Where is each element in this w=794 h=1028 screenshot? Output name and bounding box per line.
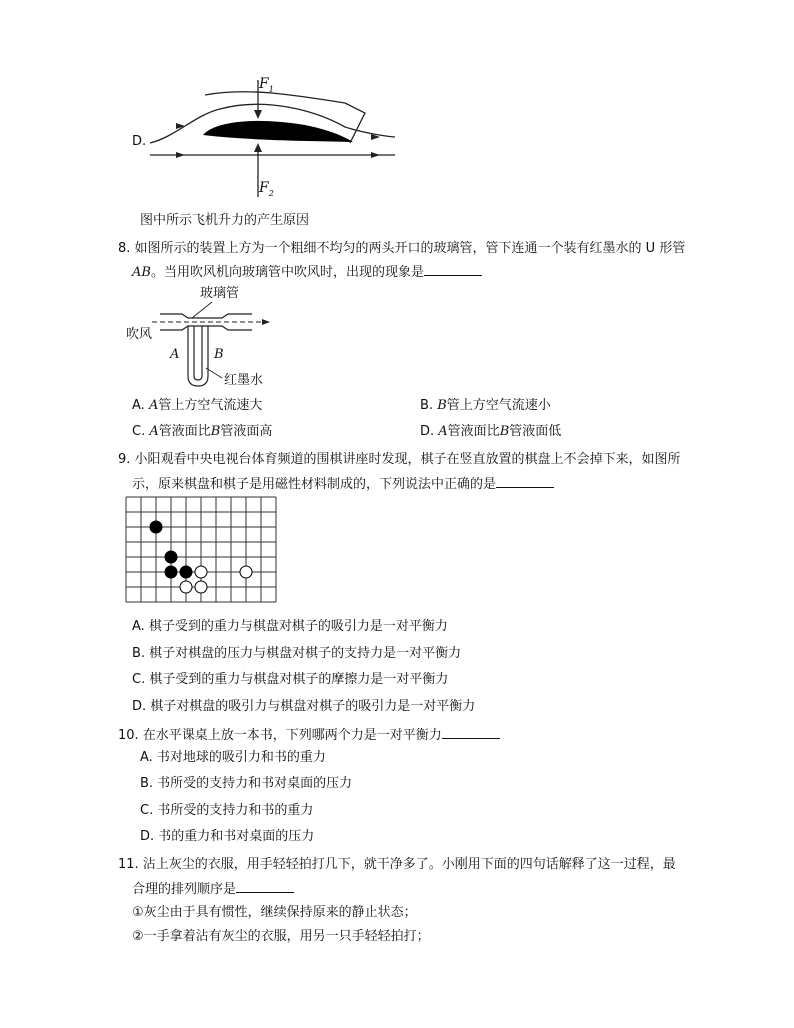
answer-blank [424,263,482,276]
q9-stem-line2: 示，原来棋盘和棋子是用磁性材料制成的，下列说法中正确的是 [132,475,554,493]
option-label-d: D. [132,134,147,149]
q11-stem-line2: 合理的排列顺序是 [132,880,294,898]
force-label-f1: $F_1$ [259,76,274,94]
q8-option-d: D. A管液面比B管液面低 [420,424,562,439]
answer-blank [236,880,294,893]
q10-option-c: C. 书所受的支持力和书的重力 [140,803,314,818]
force-label-f2: $F_2$ [259,180,274,198]
airfoil-lift-figure [145,75,425,205]
q9-option-d: D. 棋子对棋盘的吸引力与棋盘对棋子的吸引力是一对平衡力 [132,699,476,714]
answer-blank [442,726,500,739]
black-stone [165,566,177,578]
black-stone [180,566,192,578]
q11-item-1: ①灰尘由于具有惯性，继续保持原来的静止状态； [132,905,417,920]
q8-stem-line2: AB。当用吹风机向玻璃管中吹风时，出现的现象是 [132,263,482,281]
white-stone [240,566,252,578]
airfoil-shape [203,121,353,142]
q10-option-a: A. 书对地球的吸引力和书的重力 [140,750,326,765]
white-stone [195,566,207,578]
label-glass-tube: 玻璃管 [200,286,240,301]
white-stone [180,581,192,593]
figure-caption: 图中所示飞机升力的产生原因 [140,213,310,228]
label-tube-b: B [214,347,224,362]
q8-option-c: C. A管液面比B管液面高 [132,424,273,439]
q10-option-b: B. 书所受的支持力和书对桌面的压力 [140,776,353,791]
q8-option-a: A. A管上方空气流速大 [132,398,263,413]
q10-option-d: D. 书的重力和书对桌面的压力 [140,829,315,844]
q11-item-2: ②一手拿着沾有灰尘的衣服，用另一只手轻轻拍打； [132,929,430,944]
label-blow: 吹风 [126,327,153,342]
q9-option-a: A. 棋子受到的重力与棋盘对棋子的吸引力是一对平衡力 [132,619,448,634]
label-tube-a: A [170,347,180,362]
answer-blank [496,475,554,488]
white-stone [195,581,207,593]
go-board [125,496,277,611]
q9-option-c: C. 棋子受到的重力与棋盘对棋子的摩擦力是一对平衡力 [132,672,449,687]
q11-stem-line1: 11. 沾上灰尘的衣服，用手轻轻拍打几下，就干净多了。小刚用下面的四句话解释了这一过程，最 [118,857,676,872]
black-stone [165,551,177,563]
q8-option-b: B. B管上方空气流速小 [420,398,551,413]
black-stone [150,521,162,533]
label-red-ink: 红墨水 [224,373,264,388]
q9-stem-line1: 9. 小阳观看中央电视台体育频道的围棋讲座时发现，棋子在竖直放置的棋盘上不会掉下来，如图所 [118,452,681,467]
q10-stem: 10. 在水平课桌上放一本书，下列哪两个力是一对平衡力 [118,726,500,744]
q8-stem-line1: 8. 如图所示的装置上方为一个粗细不均匀的两头开口的玻璃管，管下连通一个装有红墨水的 U 形管 [118,241,686,256]
q9-option-b: B. 棋子对棋盘的压力与棋盘对棋子的支持力是一对平衡力 [132,646,462,661]
